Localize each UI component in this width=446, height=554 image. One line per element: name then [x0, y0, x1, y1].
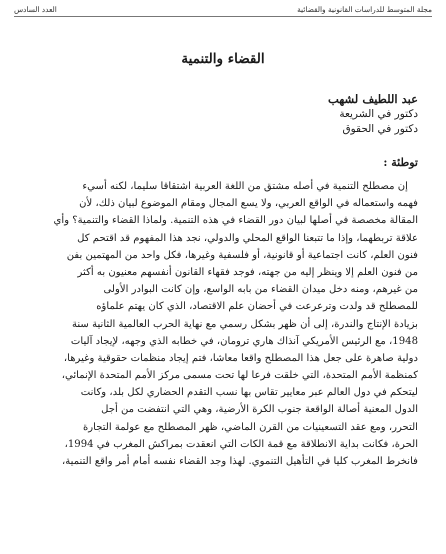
- running-header: [14, 4, 432, 17]
- body-line: من غيرهم، ومنه دخل ميدان القضاء من بابه الواسع، وإن كانت البوادر الأولى: [103, 284, 418, 296]
- body-line: ليتحكم في دول العالم عبر معايير تقاس بها نسب التقدم الحضاري لكل بلد، وكانت: [80, 387, 418, 399]
- body-line: التحرر، ومع عقد التسعينيات من القرن الماضي، ظهر المصطلح مع عولمة التجارة: [82, 421, 418, 433]
- body-line: علاقة تربطهما، وإذا ما تتبعنا الواقع المحلي والدولي، نجد هذا المفهوم قد اقتحم كل: [77, 232, 418, 244]
- body-line: المقالة مخصصة في أصلها لبيان دور القضاء في هذه التنمية. ولماذا القضاء والتنمية؟ وأي: [53, 215, 418, 227]
- body-line: بزيادة الإنتاج والندرة، إلى أن ظهر بشكل رسمي مع نهاية الحرب العالمية الثانية سنة: [71, 318, 418, 330]
- body-line: للمصطلح قد ولدت وترعرعت في أحضان علم الاقتصاد، الذي كان يهتم علماؤه: [96, 301, 418, 313]
- body-line: إن مصطلح التنمية في أصله مشتق من اللغة العربية اشتقاقا سليما، لكنه أسيء: [82, 181, 408, 192]
- body-line: كمنظمة الأمم المتحدة، التي خلقت فرعا لها تحت مسمى مركز الأمم المتحدة الإنمائي،: [61, 370, 418, 382]
- body-line: فانخرط المغرب كليا في التأهيل التنموي. لهذا وجد القضاء نفسه أمام أمر واقع التنمية،: [62, 456, 418, 467]
- body-line: 1948، مع الرئيس الأمريكي آنذاك هاري ترومان، في خطابه الذي وجهه، لإيجاد آليات: [70, 335, 418, 347]
- body-line: فنون العلم، كانت اجتماعية أو قانونية، أو فلسفية وغيرها، فكل واحد من المهتمين بفن: [66, 249, 418, 261]
- article-title: القضاء والتنمية: [181, 51, 265, 67]
- body-line: دولية صاهرة على جعل هذا المصطلح واقعا معاشا، فتم إيجاد منظمات حقوقية وغيرها،: [63, 352, 418, 364]
- author-block: [328, 92, 418, 137]
- body-line: من فنون العلم إلا وينظر إليه من جهته، فوجد فقهاء القانون أنفسهم معنيون به أكثر: [77, 266, 418, 278]
- author-degree-law: دكتور في الحقوق: [342, 123, 418, 135]
- journal-title: مجلة المتوسط للدراسات القانونية والقضائية: [297, 5, 432, 14]
- issue-number: العدد السادس: [14, 5, 57, 14]
- author-name: عبد اللطيف لشهب: [327, 92, 418, 106]
- section-heading: توطئة :: [383, 156, 418, 169]
- body-text: [26, 178, 418, 470]
- body-line: الدول المعنية أصالة الواقعة جنوب الكرة الأرضية، وهي التي انتفضت من أجل: [101, 404, 418, 416]
- author-degree-sharia: دكتور في الشريعة: [339, 108, 418, 120]
- body-line: الحرة، فكانت بداية الانطلاقة مع قمة الكات التي انعقدت بمراكش المغرب في 1994،: [64, 438, 418, 450]
- body-line: فهمه واستعماله في الواقع العربي، ولا يسع المجال ومقام الموضوع لبيان ذلك، لأن: [79, 198, 418, 210]
